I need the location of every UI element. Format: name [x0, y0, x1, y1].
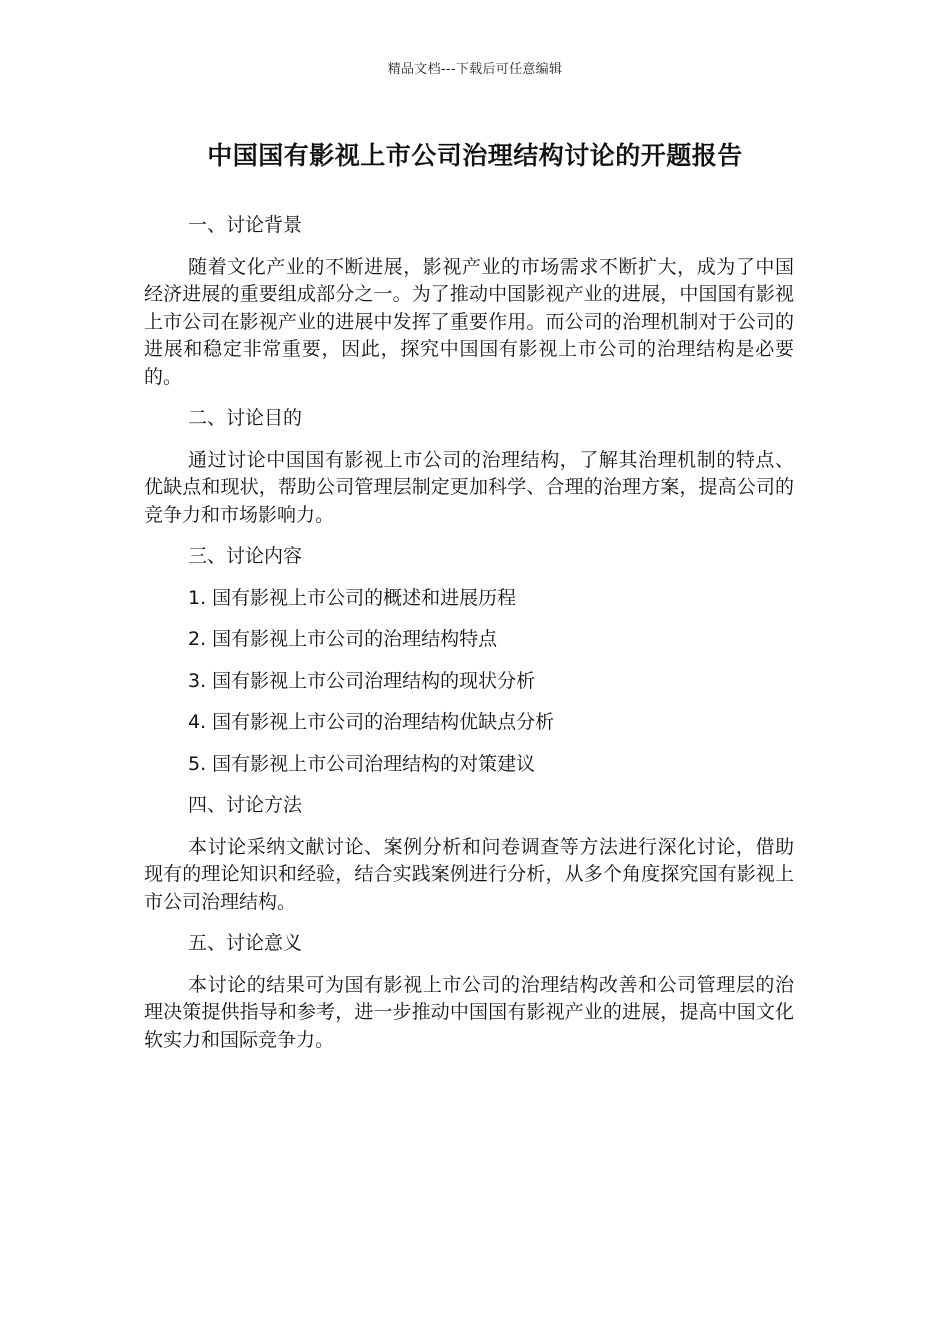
list-item: 1. 国有影视上市公司的概述和进展历程: [188, 586, 517, 609]
section-text-method: 本讨论采纳文献讨论、案例分析和问卷调查等方法进行深化讨论，借助现有的理论知识和经验，结合实践案例进行分析，从多个角度探究国有影视上市公司治理结构。: [144, 835, 794, 913]
section-heading-background: 一、讨论背景: [188, 214, 303, 236]
document-body: [144, 212, 794, 1068]
list-item: 4. 国有影视上市公司的治理结构优缺点分析: [188, 711, 555, 733]
header-note: 精品文档---下载后可任意编辑: [387, 62, 563, 77]
section-heading-method: 四、讨论方法: [188, 794, 303, 816]
section-text-background: 随着文化产业的不断进展，影视产业的市场需求不断扩大，成为了中国经济进展的重要组成部分之一。为了推动中国影视产业的进展，中国国有影视上市公司在影视产业的进展中发挥了重要作用。而公司的治理机制对于公司的进展和稳定非常重要，因此，探究中国国有影视上市公司的治理结构是必要的。: [144, 255, 794, 388]
section-heading-significance: 五、讨论意义: [188, 932, 303, 954]
section-heading-content: 三、讨论内容: [188, 545, 303, 567]
section-heading-purpose: 二、讨论目的: [188, 407, 303, 429]
document-title: 中国国有影视上市公司治理结构讨论的开题报告: [207, 141, 743, 170]
section-text-purpose: 通过讨论中国国有影视上市公司的治理结构，了解其治理机制的特点、优缺点和现状，帮助公司管理层制定更加科学、合理的治理方案，提高公司的竞争力和市场影响力。: [144, 448, 794, 526]
section-text-significance: 本讨论的结果可为国有影视上市公司的治理结构改善和公司管理层的治理决策提供指导和参考，进一步推动中国国有影视产业的进展，提高中国文化软实力和国际竞争力。: [144, 973, 794, 1051]
list-item: 5. 国有影视上市公司治理结构的对策建议: [188, 752, 536, 775]
list-item: 3. 国有影视上市公司治理结构的现状分析: [188, 669, 536, 692]
list-item: 2. 国有影视上市公司的治理结构特点: [188, 628, 498, 650]
content-list: [144, 585, 794, 779]
